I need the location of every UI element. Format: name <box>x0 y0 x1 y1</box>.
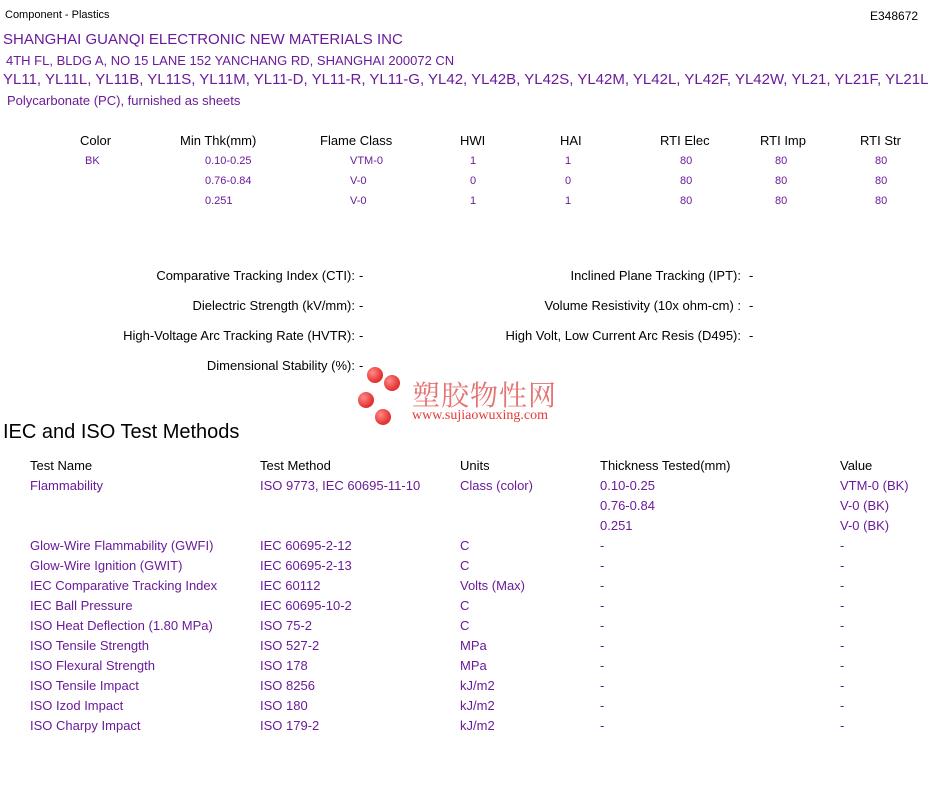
ratings-cell: 80 <box>680 175 693 187</box>
category-label: Component - Plastics <box>5 9 110 21</box>
tm-value: - <box>840 578 845 593</box>
watermark-dot <box>367 367 383 383</box>
tm-units: C <box>460 558 470 573</box>
ratings-cell: 1 <box>565 155 572 167</box>
tm-value: V-0 (BK) <box>840 518 890 533</box>
watermark-dot <box>375 409 391 425</box>
tm-units: Class (color) <box>460 478 533 493</box>
ratings-cell: 0.76-0.84 <box>205 175 252 187</box>
property-label-volume-resistivity: Volume Resistivity (10x ohm-cm) : <box>544 298 741 313</box>
property-label-dielectric: Dielectric Strength (kV/mm): <box>192 298 355 313</box>
property-value-d495: - <box>749 328 754 343</box>
tm-header-test-method: Test Method <box>260 458 331 473</box>
tm-header-test-name: Test Name <box>30 458 93 473</box>
tm-units: MPa <box>460 638 487 653</box>
tm-header-units: Units <box>460 458 490 473</box>
tm-test-method: IEC 60695-2-12 <box>260 538 352 553</box>
ratings-cell: 80 <box>775 175 788 187</box>
tm-header-value: Value <box>840 458 873 473</box>
tm-test-name: ISO Flexural Strength <box>30 658 155 673</box>
tm-test-name: ISO Tensile Impact <box>30 678 139 693</box>
tm-test-method: ISO 178 <box>260 658 308 673</box>
ratings-header-rti-elec: RTI Elec <box>660 133 710 148</box>
ratings-cell: 80 <box>680 155 693 167</box>
company-name: SHANGHAI GUANQI ELECTRONIC NEW MATERIALS INC <box>3 31 403 48</box>
tm-value: - <box>840 598 845 613</box>
tm-thickness: - <box>600 678 605 693</box>
tm-thickness: 0.251 <box>600 518 633 533</box>
tm-thickness: - <box>600 598 605 613</box>
tm-test-method: ISO 75-2 <box>260 618 313 633</box>
tm-thickness: - <box>600 638 605 653</box>
model-list: YL11, YL11L, YL11B, YL11S, YL11M, YL11-D, YL11-R, YL11-G, YL42, YL42B, YL42S, YL42M, YL42L, YL42F, YL42W, YL21, YL21F, YL21L <box>3 71 929 88</box>
property-value-hvtr: - <box>359 328 364 343</box>
tm-test-name: IEC Ball Pressure <box>30 598 133 613</box>
ratings-cell: 0 <box>565 175 572 187</box>
tm-units: kJ/m2 <box>460 718 495 733</box>
company-address: 4TH FL, BLDG A, NO 15 LANE 152 YANCHANG RD, SHANGHAI 200072 CN <box>6 53 455 68</box>
ratings-cell: 1 <box>470 195 477 207</box>
ratings-header-hai: HAI <box>560 133 582 148</box>
tm-thickness: - <box>600 658 605 673</box>
tm-value: - <box>840 718 845 733</box>
tm-thickness: 0.76-0.84 <box>600 498 655 513</box>
tm-units: kJ/m2 <box>460 698 495 713</box>
tm-thickness: - <box>600 618 605 633</box>
property-label-d495: High Volt, Low Current Arc Resis (D495): <box>505 328 741 343</box>
tm-thickness: - <box>600 718 605 733</box>
ratings-cell: 0.251 <box>205 195 233 207</box>
ratings-cell: V-0 <box>350 195 367 207</box>
tm-units: C <box>460 618 470 633</box>
watermark-chinese-text: 塑胶物性网 <box>412 379 558 412</box>
ratings-cell: 80 <box>680 195 693 207</box>
tm-test-name: ISO Tensile Strength <box>30 638 149 653</box>
ratings-cell: 80 <box>875 155 888 167</box>
material-description: Polycarbonate (PC), furnished as sheets <box>7 93 241 108</box>
ratings-cell: BK <box>85 155 100 167</box>
tm-test-method: ISO 8256 <box>260 678 315 693</box>
tm-value: - <box>840 698 845 713</box>
tm-units: C <box>460 538 470 553</box>
tm-value: - <box>840 558 845 573</box>
tm-thickness: - <box>600 698 605 713</box>
tm-thickness: 0.10-0.25 <box>600 478 655 493</box>
tm-value: - <box>840 538 845 553</box>
tm-value: - <box>840 638 845 653</box>
property-value-cti: - <box>359 268 364 283</box>
tm-value: - <box>840 658 845 673</box>
property-label-cti: Comparative Tracking Index (CTI): <box>156 268 355 283</box>
ratings-cell: 80 <box>875 175 888 187</box>
watermark-dot <box>358 392 374 408</box>
tm-test-method: ISO 9773, IEC 60695-11-10 <box>260 478 421 493</box>
watermark-url: www.sujiaowuxing.com <box>412 408 548 423</box>
tm-units: Volts (Max) <box>460 578 526 593</box>
tm-test-name: ISO Izod Impact <box>30 698 124 713</box>
tm-value: V-0 (BK) <box>840 498 890 513</box>
property-value-dielectric: - <box>359 298 364 313</box>
ratings-cell: 1 <box>565 195 572 207</box>
tm-value: - <box>840 618 845 633</box>
tm-units: C <box>460 598 470 613</box>
ratings-cell: 80 <box>875 195 888 207</box>
tm-test-name: Glow-Wire Flammability (GWFI) <box>30 538 214 553</box>
tm-thickness: - <box>600 578 605 593</box>
tm-test-method: ISO 179-2 <box>260 718 320 733</box>
property-value-volume-resistivity: - <box>749 298 754 313</box>
watermark-logo <box>356 366 596 428</box>
ratings-header-color: Color <box>80 133 112 148</box>
ratings-header-rti-str: RTI Str <box>860 133 901 148</box>
ratings-cell: 80 <box>775 155 788 167</box>
tm-header-thickness: Thickness Tested(mm) <box>600 458 731 473</box>
tm-test-method: IEC 60112 <box>260 578 321 593</box>
property-label-ipt: Inclined Plane Tracking (IPT): <box>570 268 741 283</box>
tm-test-method: ISO 180 <box>260 698 308 713</box>
tm-thickness: - <box>600 538 605 553</box>
property-label-hvtr: High-Voltage Arc Tracking Rate (HVTR): <box>123 328 355 343</box>
ratings-cell: VTM-0 <box>350 155 383 167</box>
tm-test-method: IEC 60695-10-2 <box>260 598 352 613</box>
tm-test-method: IEC 60695-2-13 <box>260 558 352 573</box>
property-value-ipt: - <box>749 268 754 283</box>
ratings-header-min-thk: Min Thk(mm) <box>180 133 257 148</box>
property-value-dimensional: - <box>359 358 364 373</box>
tm-test-name: ISO Charpy Impact <box>30 718 141 733</box>
ratings-header-flame-class: Flame Class <box>320 133 393 148</box>
tm-thickness: - <box>600 558 605 573</box>
tm-test-method: ISO 527-2 <box>260 638 320 653</box>
tm-value: - <box>840 678 845 693</box>
tm-test-name: ISO Heat Deflection (1.80 MPa) <box>30 618 213 633</box>
ratings-cell: 1 <box>470 155 477 167</box>
ratings-header-rti-imp: RTI Imp <box>760 133 806 148</box>
tm-units: MPa <box>460 658 487 673</box>
tm-test-name: IEC Comparative Tracking Index <box>30 578 218 593</box>
property-label-dimensional: Dimensional Stability (%): <box>206 358 355 373</box>
file-number: E348672 <box>870 9 919 23</box>
ratings-header-hwi: HWI <box>460 133 486 148</box>
tm-test-name: Glow-Wire Ignition (GWIT) <box>30 558 183 573</box>
ratings-cell: 0 <box>470 175 477 187</box>
tm-test-name: Flammability <box>30 478 103 493</box>
watermark-dot <box>384 375 400 391</box>
section-title: IEC and ISO Test Methods <box>3 421 240 443</box>
tm-units: kJ/m2 <box>460 678 495 693</box>
ratings-cell: V-0 <box>350 175 367 187</box>
ratings-cell: 0.10-0.25 <box>205 155 252 167</box>
tm-value: VTM-0 (BK) <box>840 478 909 493</box>
ratings-cell: 80 <box>775 195 788 207</box>
